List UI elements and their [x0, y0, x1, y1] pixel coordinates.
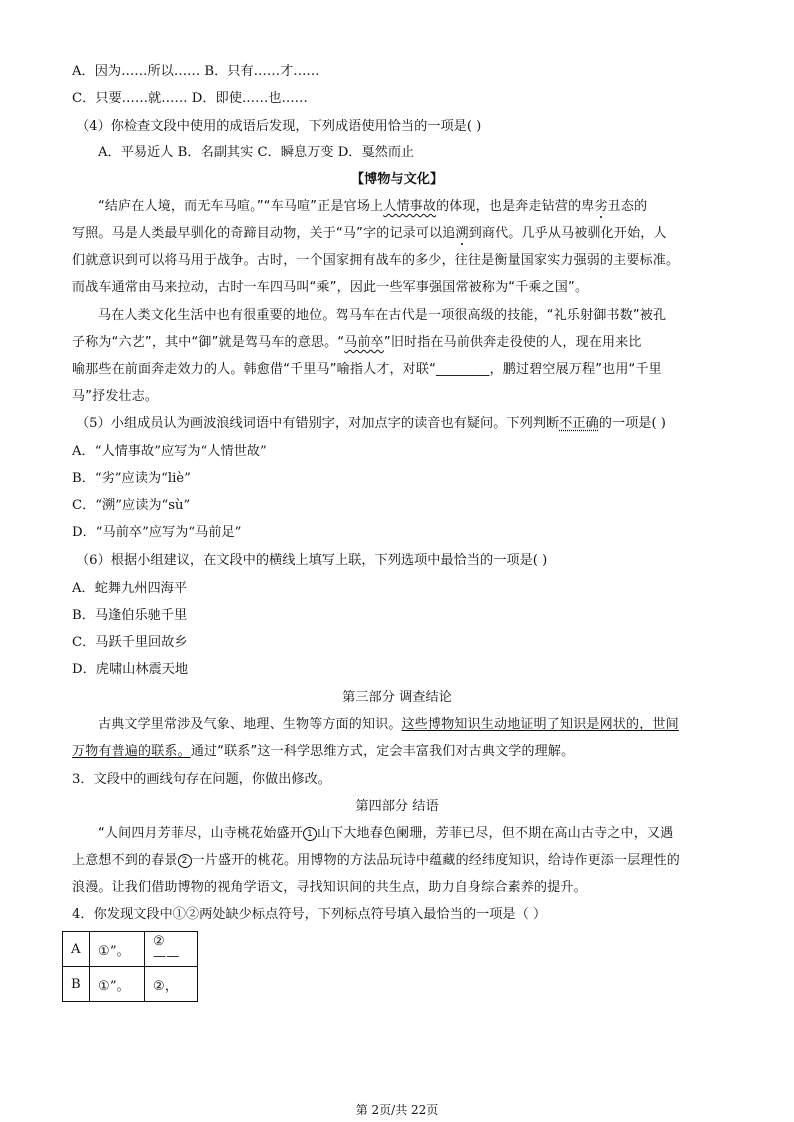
q5-option-b: B．“劣”应读为“liè” [72, 471, 191, 486]
punctuation-options-table [62, 931, 198, 1002]
wavy-word-rengingshigu: 人情事故 [383, 199, 437, 214]
underlined-sentence: 这些博物知识生动地证明了知识是网状的，世间 [401, 717, 679, 732]
section-title: 【博物与文化】 [350, 172, 444, 187]
part4-line2: 上意想不到的春景 2 一片盛开的桃花。用博物的方法品玩诗中蕴藏的经纬度知识，给诗作更添一层理性的 [72, 853, 681, 868]
q6-option-c: C．马跃千里回故乡 [72, 635, 188, 650]
cell-mark-2: ②—— [145, 932, 198, 967]
q3-options-row2: C．只要……就…… D．即使……也…… [72, 91, 308, 106]
q5-stem: （5）小组成员认为画波浪线词语中有错别字，对加点字的读音也有疑问。下列判断不正确的一项是( ) [76, 416, 666, 431]
passage1-line4: 而战车通常由马来拉动，古时一车四马叫“乘”，因此一些军事强国常被称为“千乘之国”。 [72, 280, 589, 295]
passage1-line3: 们就意识到可以将马用于战争。古时，一个国家拥有战车的多少，往往是衡量国家实力强弱的主要标准。 [72, 253, 680, 268]
cell-mark-1: ①”。 [90, 967, 145, 1002]
passage2-line3: 喻那些在前面奔走效力的人。韩愈借“千里马”喻指人才，对联“________，鹏过碧空展万程”也用“千里 [72, 362, 662, 377]
table-row [63, 967, 198, 1002]
part4-line3: 浪漫。让我们借助博物的视角学语文，寻找知识间的共生点，助力自身综合素养的提升。 [72, 880, 587, 895]
row-label: A [63, 932, 90, 967]
q3-options-row1: A．因为……所以…… B．只有……才…… [72, 64, 320, 79]
table-row [63, 932, 198, 967]
part4-line1: “人间四月芳菲尽，山寺桃花始盛开 1 山下大地春色阑珊，芳菲已尽，但不期在高山古寺之中，又遇 [98, 826, 674, 841]
q6-stem: （6）根据小组建议，在文段中的横线上填写上联，下列选项中最恰当的一项是( ) [76, 553, 548, 568]
circled-number-1: 1 [303, 827, 317, 841]
wavy-word-maqianzu: 马前卒 [344, 335, 384, 350]
dotted-char-lie: 劣 [594, 199, 608, 214]
passage2-line4: 马”抒发壮志。 [72, 389, 159, 404]
q5-option-c: C．“溯”应读为“sù” [72, 498, 191, 513]
part4-title: 第四部分 结语 [355, 799, 439, 814]
q6-option-a: A．蛇舞九州四海平 [72, 581, 188, 596]
part3-title: 第三部分 调查结论 [342, 690, 452, 705]
cell-mark-2: ②， [145, 967, 198, 1002]
row-label: B [63, 967, 90, 1002]
page-footer: 第 2页/共 22页 [355, 1103, 439, 1117]
q5-option-a: A．“人情事故”应写为“人情世故” [72, 444, 267, 459]
dotted-char-su: 溯 [455, 226, 469, 241]
underlined-sentence-end: 万物有普遍的联系。 [72, 744, 191, 759]
q6-option-d: D．虎啸山林震天地 [72, 662, 189, 677]
part3-line1: 古典文学里常涉及气象、地理、生物等方面的知识。这些博物知识生动地证明了知识是网状的，世间 [98, 717, 679, 732]
q6-option-b: B．马逢伯乐驰千里 [72, 608, 188, 623]
passage1-line2: 写照。马是人类最早驯化的奇蹄目动物，关于“马”字的记录可以追溯到商代。几乎从马被驯化开始，人 [72, 226, 667, 241]
q4-punctuation-stem: 4．你发现文段中①②两处缺少标点符号，下列标点符号填入最恰当的一项是（ ） [72, 907, 547, 922]
passage1-line1: “结庐在人境，而无车马喧。”“车马喧”正是官场上人情事故的体现，也是奔走钻营的卑劣丑态的 [98, 199, 648, 214]
part3-line2: 万物有普遍的联系。通过“联系”这一科学思维方式，定会丰富我们对古典文学的理解。 [72, 744, 575, 759]
q3-revise: 3．文段中的画线句存在问题，你做出修改。 [72, 772, 331, 787]
q4-options: A．平易近人 B．名副其实 C．瞬息万变 D．戛然而止 [98, 145, 415, 160]
circled-number-2: 2 [178, 854, 192, 868]
q4-stem: （4）你检查文段中使用的成语后发现，下列成语使用恰当的一项是( ) [76, 119, 482, 134]
cell-mark-1: ①”。 [90, 932, 145, 967]
passage2-line2: 子称为“六艺”，其中“御”就是驾马车的意思。“马前卒”旧时指在马前供奔走役使的人，现在用来比 [72, 335, 642, 350]
q5-emphasis: 不正确 [559, 416, 599, 431]
q5-option-d: D．“马前卒”应写为“马前足” [72, 525, 242, 540]
passage2-line1: 马在人类文化生活中也有很重要的地位。驾马车在古代是一项很高级的技能，“礼乐射御书数”被孔 [98, 308, 667, 323]
